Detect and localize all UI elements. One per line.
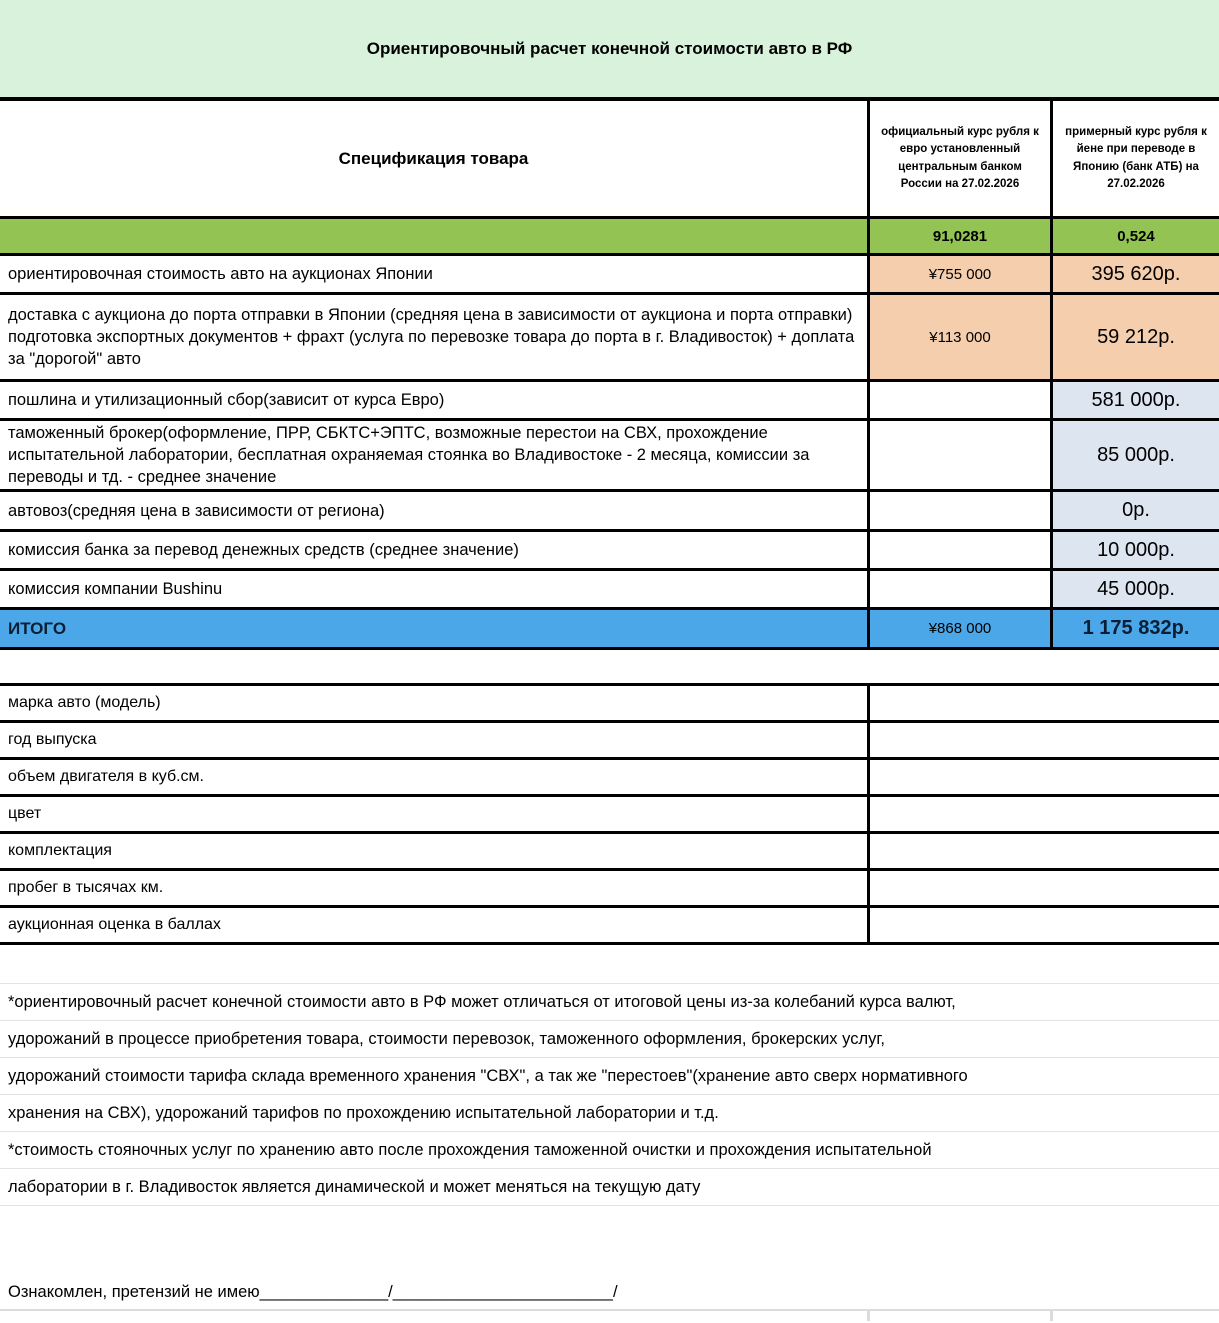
- cost-yen-value: [870, 492, 1053, 529]
- jpy-rate-value: 0,524: [1053, 219, 1219, 253]
- total-rub-value: 1 175 832р.: [1053, 610, 1219, 647]
- spec-value-cell[interactable]: [870, 871, 1219, 905]
- gridline-cell: [870, 1311, 1053, 1321]
- cost-row: [0, 421, 1219, 492]
- total-row: [0, 610, 1219, 650]
- title-banner: [0, 0, 1219, 97]
- cost-rub-value: 10 000р.: [1053, 532, 1219, 568]
- cost-rub-value: 395 620р.: [1053, 256, 1219, 292]
- spec-row-label: аукционная оценка в баллах: [0, 908, 870, 942]
- spec-value-cell[interactable]: [870, 797, 1219, 831]
- cost-row: [0, 571, 1219, 610]
- cost-row: [0, 256, 1219, 295]
- gridline-cell: [0, 1311, 870, 1321]
- footnote-line: удорожаний в процессе приобретения товара, стоимости перевозок, таможенного оформления, брокерских услуг,: [0, 1021, 1219, 1058]
- cost-rub-value: 45 000р.: [1053, 571, 1219, 607]
- spec-row-label: марка авто (модель): [0, 686, 870, 720]
- signature-line: Ознакомлен, претензий не имею______________/________________________/: [8, 1283, 618, 1301]
- document-title: Ориентировочный расчет конечной стоимости авто в РФ: [366, 38, 853, 58]
- cost-row-label: комиссия банка за перевод денежных средств (среднее значение): [0, 532, 870, 568]
- spec-row: [0, 834, 1219, 871]
- spec-row: [0, 871, 1219, 908]
- spec-value-cell[interactable]: [870, 686, 1219, 720]
- blank-gap: [0, 1206, 1219, 1276]
- spec-row-label: объем двигателя в куб.см.: [0, 760, 870, 794]
- cost-yen-value: [870, 421, 1053, 489]
- cost-row: [0, 492, 1219, 532]
- jpy-rate-header-cell: примерный курс рубля к йене при переводе в Японию (банк АТБ) на 27.02.2026: [1065, 126, 1207, 190]
- car-spec-table: [0, 683, 1219, 945]
- footnote-line: *ориентировочный расчет конечной стоимости авто в РФ может отличаться от итоговой цены из-за колебаний курса валют,: [0, 984, 1219, 1021]
- eur-rate-value: 91,0281: [870, 219, 1053, 253]
- cost-rub-value: 581 000р.: [1053, 382, 1219, 418]
- spec-row: [0, 723, 1219, 760]
- total-yen-value: ¥868 000: [870, 610, 1053, 647]
- total-label: ИТОГО: [0, 610, 870, 647]
- spec-row-label: цвет: [0, 797, 870, 831]
- cost-row-label: автовоз(средняя цена в зависимости от региона): [0, 492, 870, 529]
- cost-rub-value: 59 212р.: [1053, 295, 1219, 379]
- footnote-line: *стоимость стояночных услуг по хранению авто после прохождения таможенной очистки и прохождения испытательной: [0, 1132, 1219, 1169]
- cost-yen-value: [870, 382, 1053, 418]
- spec-value-cell[interactable]: [870, 760, 1219, 794]
- spec-value-cell[interactable]: [870, 908, 1219, 942]
- footnotes-block: [0, 983, 1219, 1206]
- cost-yen-value: [870, 532, 1053, 568]
- cost-row: [0, 295, 1219, 382]
- spec-row-label: пробег в тысячах км.: [0, 871, 870, 905]
- spec-row: [0, 686, 1219, 723]
- cost-row-label: таможенный брокер(оформление, ПРР, СБКТС+ЭПТС, возможные перестои на СВХ, прохождение испытательной лаборатории, бесплатная охраняемая стоянка во Владивостоке - 2 месяца, комиссии за переводы и тд. - среднее значение: [0, 421, 870, 489]
- eur-rate-header-cell: официальный курс рубля к евро установленный центральным банком России на 27.02.2026: [870, 101, 1053, 216]
- gridline-cell: [1053, 1311, 1219, 1321]
- cost-row-label: доставка с аукциона до порта отправки в Японии (средняя цена в зависимости от аукциона и порта отправки) подготовка экспортных документов + фрахт (услуга по перевозке товара до порта в г. Владивосток) + доплата за "дорогой" авто: [0, 295, 870, 379]
- footnote-line: хранения на СВХ), удорожаний тарифов по прохождению испытательной лаборатории и т.д.: [0, 1095, 1219, 1132]
- cost-yen-value: ¥755 000: [870, 256, 1053, 292]
- partial-row-gridlines: [0, 1309, 1219, 1321]
- cost-rub-value: 0р.: [1053, 492, 1219, 529]
- spec-row: [0, 760, 1219, 797]
- spec-value-cell[interactable]: [870, 834, 1219, 868]
- cost-row: [0, 382, 1219, 421]
- cost-row-label: комиссия компании Bushinu: [0, 571, 870, 607]
- spec-value-cell[interactable]: [870, 723, 1219, 757]
- spec-row: [0, 908, 1219, 945]
- footnote-line: лаборатории в г. Владивосток является динамической и может меняться на текущую дату: [0, 1169, 1219, 1206]
- footnote-line: удорожаний стоимости тарифа склада временного хранения "СВХ", а так же "перестоев"(хранение авто сверх нормативного: [0, 1058, 1219, 1095]
- cost-row-label: ориентировочная стоимость авто на аукционах Японии: [0, 256, 870, 292]
- spec-row: [0, 797, 1219, 834]
- spec-header-cell: Спецификация товара: [0, 101, 870, 216]
- spec-row-label: комплектация: [0, 834, 870, 868]
- cost-yen-value: [870, 571, 1053, 607]
- rate-row-empty-cell: [0, 219, 870, 253]
- cost-rub-value: 85 000р.: [1053, 421, 1219, 489]
- spec-row-label: год выпуска: [0, 723, 870, 757]
- rate-row: [0, 219, 1219, 256]
- cost-row: [0, 532, 1219, 571]
- cost-yen-value: ¥113 000: [870, 295, 1053, 379]
- cost-table: [0, 97, 1219, 650]
- cost-table-header-row: [0, 101, 1219, 219]
- cost-row-label: пошлина и утилизационный сбор(зависит от курса Евро): [0, 382, 870, 418]
